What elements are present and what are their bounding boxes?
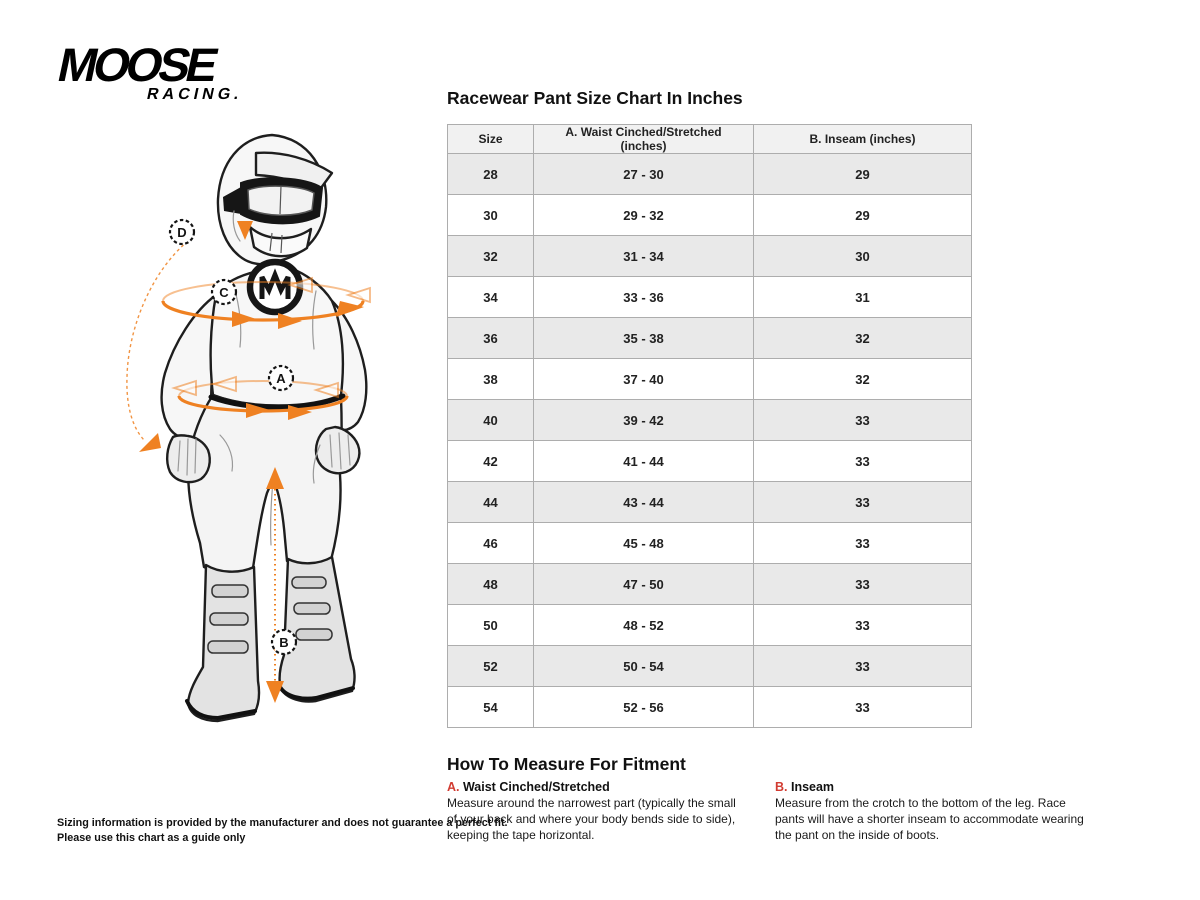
marker-b <box>272 630 296 654</box>
waist-cell: 29 - 32 <box>534 195 754 236</box>
brand-logo <box>51 38 254 104</box>
size-cell: 40 <box>448 400 534 441</box>
right-glove <box>316 427 359 473</box>
size-cell: 34 <box>448 277 534 318</box>
marker-a <box>269 366 293 390</box>
waist-cell: 48 - 52 <box>534 605 754 646</box>
size-chart-title: Racewear Pant Size Chart In Inches <box>447 88 743 108</box>
howto-inseam-text: Measure from the crotch to the bottom of the leg. Race pants will have a shorter inseam to accommodate wearing the pant on the inside of boots. <box>775 796 1084 842</box>
inseam-cell: 32 <box>754 318 972 359</box>
waist-cell: 50 - 54 <box>534 646 754 687</box>
jersey-moose-logo <box>250 262 300 312</box>
marker-c <box>212 280 236 304</box>
pants <box>188 395 341 573</box>
svg-text:C: C <box>219 285 229 300</box>
table-row <box>448 441 972 482</box>
size-cell: 36 <box>448 318 534 359</box>
table-row <box>448 605 972 646</box>
size-cell: 50 <box>448 605 534 646</box>
size-cell: 32 <box>448 236 534 277</box>
inseam-cell: 33 <box>754 400 972 441</box>
size-cell: 38 <box>448 359 534 400</box>
svg-text:B: B <box>279 635 289 650</box>
howto-inseam-subhead <box>775 780 1087 794</box>
sizing-disclaimer <box>57 816 508 846</box>
howto-waist-subhead <box>447 780 747 794</box>
waist-cell: 39 - 42 <box>534 400 754 441</box>
col-header-inseam: B. Inseam (inches) <box>754 125 972 154</box>
size-cell: 44 <box>448 482 534 523</box>
col-header-size: Size <box>448 125 534 154</box>
waist-cell: 43 - 44 <box>534 482 754 523</box>
inseam-cell: 33 <box>754 523 972 564</box>
inseam-cell: 33 <box>754 605 972 646</box>
table-row <box>448 318 972 359</box>
inseam-cell: 32 <box>754 359 972 400</box>
waist-cell: 45 - 48 <box>534 523 754 564</box>
size-cell: 54 <box>448 687 534 728</box>
size-cell: 48 <box>448 564 534 605</box>
waist-cell: 41 - 44 <box>534 441 754 482</box>
waist-cell: 52 - 56 <box>534 687 754 728</box>
table-row <box>448 482 972 523</box>
howto-title: How To Measure For Fitment <box>447 754 686 774</box>
size-cell: 28 <box>448 154 534 195</box>
howto-waist-label: Waist Cinched/Stretched <box>459 780 610 794</box>
size-cell: 42 <box>448 441 534 482</box>
col-header-waist: A. Waist Cinched/Stretched (inches) <box>534 125 754 154</box>
waist-cell: 31 - 34 <box>534 236 754 277</box>
inseam-cell: 33 <box>754 441 972 482</box>
table-row <box>448 154 972 195</box>
howto-inseam-block <box>775 780 1087 844</box>
inseam-cell: 29 <box>754 154 972 195</box>
sizing-disclaimer-line2: Please use this chart as a guide only <box>57 831 246 844</box>
inseam-cell: 33 <box>754 646 972 687</box>
table-row <box>448 400 972 441</box>
waist-cell: 33 - 36 <box>534 277 754 318</box>
rider-illustration-svg <box>20 115 440 775</box>
table-row <box>448 277 972 318</box>
inseam-cell: 31 <box>754 277 972 318</box>
svg-text:A: A <box>276 371 286 386</box>
brand-logo-moose: MOOSE <box>53 38 220 91</box>
table-header-row <box>448 125 972 154</box>
inseam-cell: 33 <box>754 564 972 605</box>
rider-measurement-figure <box>20 115 440 775</box>
marker-d <box>170 220 194 244</box>
waist-cell: 37 - 40 <box>534 359 754 400</box>
table-row <box>448 687 972 728</box>
howto-waist-text: Measure around the narrowest part (typically the small of your back and where your body bends side to side), keeping the tape horizontal. <box>447 796 736 842</box>
inseam-cell: 33 <box>754 482 972 523</box>
size-table <box>447 124 972 728</box>
size-cell: 30 <box>448 195 534 236</box>
waist-cell: 27 - 30 <box>534 154 754 195</box>
svg-text:D: D <box>177 225 187 240</box>
waist-cell: 47 - 50 <box>534 564 754 605</box>
size-cell: 46 <box>448 523 534 564</box>
table-row <box>448 236 972 277</box>
table-row <box>448 646 972 687</box>
howto-waist-letter: A. <box>447 780 460 794</box>
sizing-disclaimer-line1: Sizing information is provided by the manufacturer and does not guarantee a perfect fit. <box>57 817 508 829</box>
brand-logo-racing: RACING. <box>145 86 245 104</box>
inseam-cell: 29 <box>754 195 972 236</box>
table-row <box>448 564 972 605</box>
table-row <box>448 523 972 564</box>
table-row <box>448 359 972 400</box>
waist-cell: 35 - 38 <box>534 318 754 359</box>
inseam-cell: 33 <box>754 687 972 728</box>
table-row <box>448 195 972 236</box>
inseam-cell: 30 <box>754 236 972 277</box>
size-cell: 52 <box>448 646 534 687</box>
howto-inseam-letter: B. <box>775 780 788 794</box>
howto-inseam-label: Inseam <box>787 780 835 794</box>
